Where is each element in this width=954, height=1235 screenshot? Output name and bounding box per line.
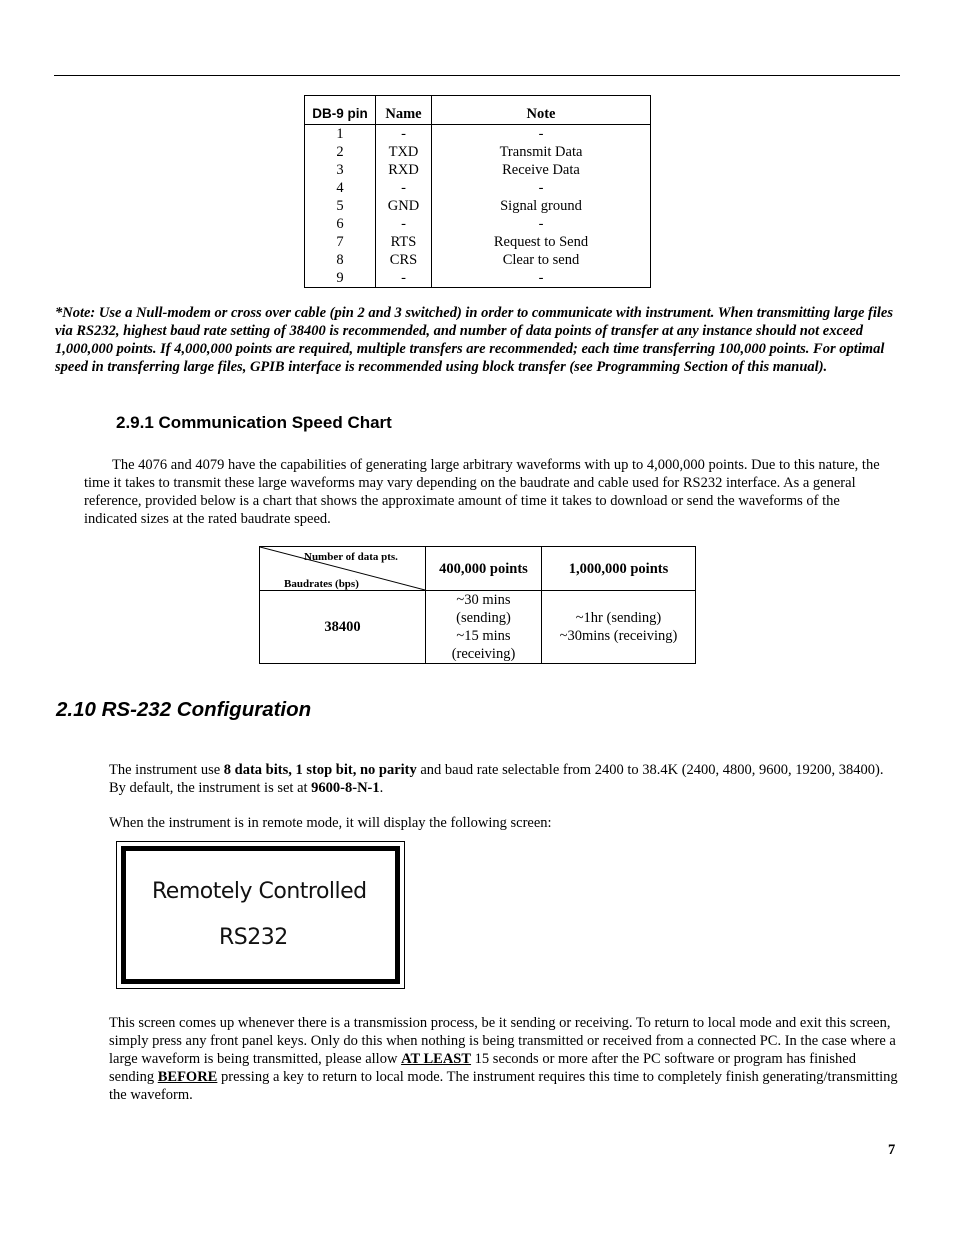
cell-line: ~1hr (sending) (575, 610, 662, 626)
name-cell: TXD (376, 143, 432, 161)
pin-cell: 3 (305, 161, 376, 179)
note-cell: Transmit Data (499, 144, 583, 160)
pin-cell: 8 (305, 251, 376, 269)
pin-cell: 6 (305, 215, 376, 233)
text-run: pressing a key to return to local mode. The instrument requires this time to completely finish generating/transmitting the waveform. (109, 1069, 898, 1103)
note-cell: - (538, 180, 544, 196)
name-cell: RTS (376, 233, 432, 251)
name-cell: - (376, 215, 432, 233)
header-rule (54, 75, 900, 76)
note-cell: - (538, 270, 544, 286)
cell-line: (sending) (456, 610, 511, 626)
communication-speed-table (259, 546, 696, 664)
text-run: 15 seconds or more after the PC software or program has finished sending (109, 1051, 856, 1085)
header-name: Name (376, 96, 432, 125)
lcd-line-2: RS232 (219, 925, 288, 950)
pin-cell: 7 (305, 233, 376, 251)
header-pin: DB-9 pin (305, 96, 376, 125)
pin-cell: 9 (305, 269, 376, 288)
note-cell: Clear to send (502, 252, 580, 268)
name-cell: - (376, 269, 432, 288)
table-row (305, 233, 651, 251)
transmission-paragraph (109, 1014, 904, 1104)
pin-cell: 5 (305, 197, 376, 215)
section-heading-2-10: 2.10 RS-232 Configuration (56, 698, 312, 721)
corner-header-cell (260, 547, 426, 591)
bold-run: 8 data bits, 1 stop bit, no parity (223, 762, 417, 778)
col-400k-header: 400,000 points (426, 547, 542, 591)
name-cell: RXD (376, 161, 432, 179)
speed-chart-paragraph: The 4076 and 4079 have the capabilities of generating large arbitrary waveforms with up to 4,000,000 points. Due to this nature, the time it takes to transmit these large waveforms may vary depending on the baudrate and cable used for RS232 interface. As a general reference, provided below is a chart that shows the approximate amount of time it takes to download or send the waveforms of the indicated sizes at the rated baudrate speed. (84, 457, 880, 527)
speed-data-row (260, 591, 696, 664)
baudrate-cell: 38400 (260, 591, 426, 664)
note-cell: Receive Data (502, 162, 580, 178)
note-cell: Request to Send (493, 234, 589, 250)
pin-cell: 1 (305, 125, 376, 144)
col-1m-header: 1,000,000 points (542, 547, 696, 591)
lcd-screen-image (116, 841, 405, 989)
corner-top-label: Number of data pts. (304, 551, 398, 563)
name-cell: CRS (376, 251, 432, 269)
note-cell: - (538, 126, 544, 142)
cell-line: (receiving) (451, 646, 516, 662)
table-row (305, 161, 651, 179)
pin-cell: 2 (305, 143, 376, 161)
name-cell: - (376, 179, 432, 197)
name-cell: GND (376, 197, 432, 215)
config-paragraph (109, 761, 904, 797)
time-400k-cell (426, 591, 542, 664)
table-row (305, 215, 651, 233)
table-row (305, 125, 651, 144)
text-run: The instrument use (109, 762, 224, 778)
speed-header-row (260, 547, 696, 591)
page-number: 7 (888, 1142, 896, 1158)
table-row (305, 143, 651, 161)
text-run: . (379, 780, 384, 796)
emphasis-run: BEFORE (157, 1069, 218, 1085)
table-row (305, 197, 651, 215)
cell-line: ~30mins (receiving) (559, 628, 678, 644)
remote-mode-paragraph: When the instrument is in remote mode, it will display the following screen: (109, 815, 552, 831)
table-row (305, 251, 651, 269)
note-cell: - (538, 216, 544, 232)
time-1m-cell (542, 591, 696, 664)
cell-line: ~30 mins (456, 592, 511, 608)
cell-line: ~15 mins (456, 628, 511, 644)
table-row (305, 179, 651, 197)
section-heading-2-9-1: 2.9.1 Communication Speed Chart (116, 413, 392, 432)
table-row (305, 269, 651, 288)
header-note: Note (432, 96, 651, 125)
text-run: and baud rate selectable from 2400 to 38.4K (2400, 4800, 9600, 19200, 38400). By default, the instrument is set at (109, 762, 884, 796)
lcd-line-1: Remotely Controlled (152, 879, 367, 904)
lcd-frame (121, 846, 400, 984)
note-cell: Signal ground (500, 198, 582, 214)
pin-cell: 4 (305, 179, 376, 197)
table-header-row (305, 96, 651, 125)
name-cell: - (376, 125, 432, 144)
text-run: This screen comes up whenever there is a transmission process, be it sending or receiving. To return to local mode and exit this screen, simply press any front panel keys. Only do this when nothing is being transmitted or received from a connected PC. In the case where a large waveform is being transmitted, please allow (109, 1015, 896, 1067)
db9-pin-table (304, 95, 651, 288)
corner-bottom-label: Baudrates (bps) (284, 578, 359, 590)
null-modem-note: *Note: Use a Null-modem or cross over cable (pin 2 and 3 switched) in order to communicate with instrument. When transmitting large files via RS232, highest baud rate setting of 38400 is recommended, and number of data points of transfer at any instance should not exceed 1,000,000 points. If 4,000,000 points are required, multiple transfers are recommended; each time transferring 100,000 points. For optimal speed in transferring large files, GPIB interface is recommended using block transfer (see Programming Section of this manual). (55, 305, 893, 375)
bold-run: 9600-8-N-1 (311, 780, 380, 796)
emphasis-run: AT LEAST (401, 1051, 472, 1067)
